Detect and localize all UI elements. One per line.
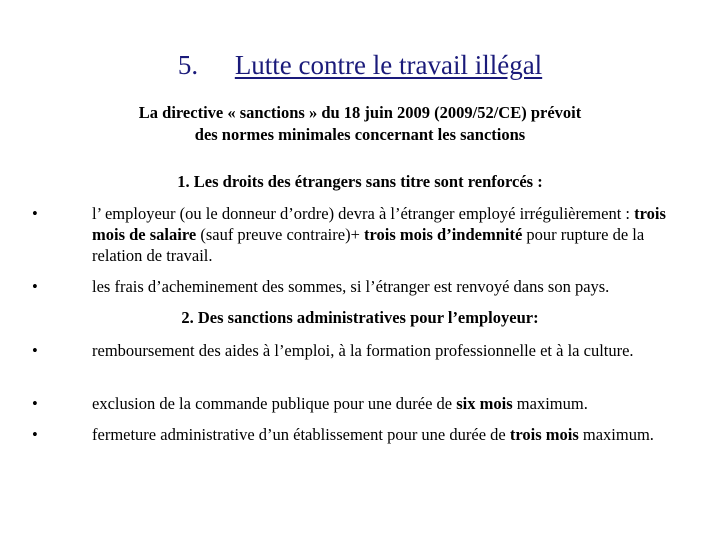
bullet-text-bold: trois mois de salaire — [92, 204, 666, 244]
section-2-bullet-1 — [32, 340, 672, 361]
section-2-bullet-3 — [32, 424, 672, 445]
intro-line-2: des normes minimales concernant les sanctions — [194, 125, 526, 144]
intro-paragraph — [60, 102, 660, 146]
bullet-text — [92, 203, 672, 266]
bullet-text-part: maximum. — [512, 394, 588, 413]
bullet-marker: • — [32, 341, 38, 360]
bullet-text — [92, 424, 672, 445]
intro-line-1: La directive « sanctions » du 18 juin 2009 (2009/52/CE) prévoit — [138, 103, 582, 122]
bullet-marker: • — [32, 204, 38, 223]
bullet-text-bold: trois mois — [509, 425, 579, 444]
slide-title — [0, 50, 720, 81]
bullet-text — [92, 393, 672, 414]
bullet-text-part: l’ employeur (ou le donneur d’ordre) devra à l’étranger employé irrégulièrement : — [92, 204, 635, 223]
bullet-text: les frais d’acheminement des sommes, si l’étranger est renvoyé dans son pays. — [92, 277, 610, 296]
bullet-text-part: fermeture administrative d’un établissement pour une durée de — [92, 425, 510, 444]
section-2-heading: 2. Des sanctions administratives pour l’employeur: — [181, 308, 539, 327]
section-1-heading: 1. Les droits des étrangers sans titre sont renforcés : — [177, 172, 543, 191]
title-text: Lutte contre le travail illégal — [234, 50, 543, 80]
title-number: 5. — [177, 50, 199, 80]
bullet-text-part: exclusion de la commande publique pour une durée de — [92, 394, 457, 413]
section-1-bullet-1 — [32, 203, 672, 266]
bullet-text-bold: trois mois d’indemnité — [364, 225, 523, 244]
section-1-bullet-2 — [32, 276, 672, 297]
bullet-text-part: pour rupture de la relation de travail. — [92, 225, 645, 265]
bullet-marker: • — [32, 425, 38, 444]
bullet-text-bold: six mois — [456, 394, 513, 413]
bullet-marker: • — [32, 394, 38, 413]
section-2-bullet-2 — [32, 393, 672, 414]
bullet-text: remboursement des aides à l’emploi, à la formation professionnelle et à la culture. — [92, 341, 634, 360]
bullet-marker: • — [32, 277, 38, 296]
bullet-text-part: (sauf preuve contraire)+ — [196, 225, 365, 244]
bullet-text-part: maximum. — [578, 425, 654, 444]
